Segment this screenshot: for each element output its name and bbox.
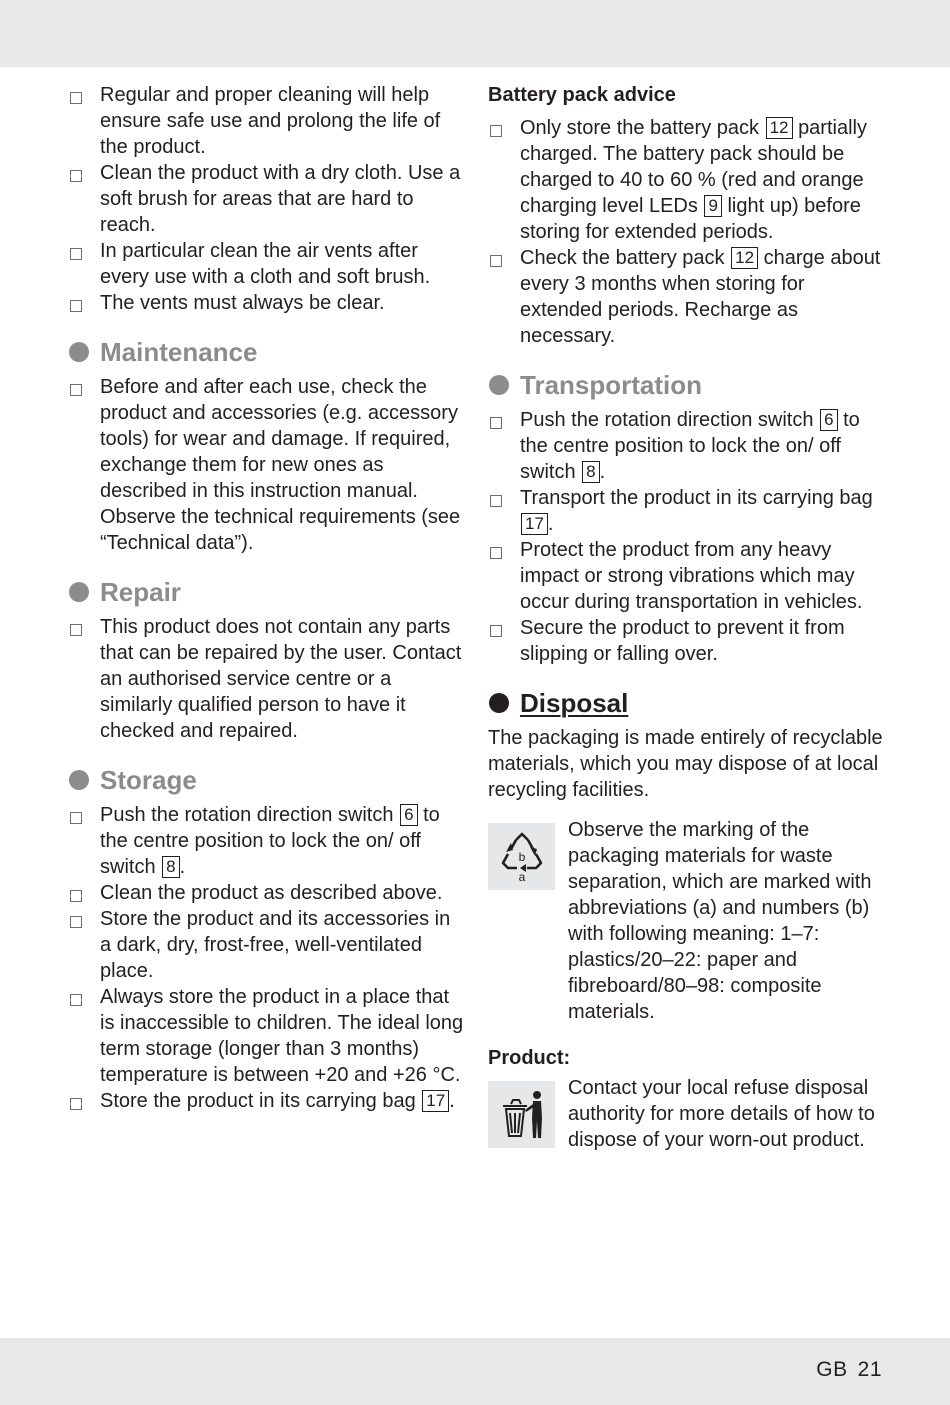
recycling-text: Observe the marking of the packaging materials for waste separation, which are marked with abbreviations (a) and numbers (b) with following meaning: 1–7: plastics/20–22: paper and fibreboard/80–98: composite materials. (568, 819, 872, 1023)
list-item: The vents must always be clear. (68, 290, 466, 316)
list-item: Clean the product as described above. (68, 880, 466, 906)
list-item: Transport the product in its carrying bag 17 . (488, 485, 886, 537)
product-label: Product: (488, 1047, 571, 1069)
recycling-note (488, 817, 886, 1025)
product-disposal-text: Contact your local refuse disposal authority for more details of how to dispose of your worn-out product. (568, 1077, 875, 1151)
cleaning-list (68, 82, 466, 316)
list-item: This product does not contain any parts that can be repaired by the user. Contact an authorised service centre or a similarly qualified person to have it checked and repaired. (68, 614, 466, 744)
page-footer (806, 1358, 882, 1382)
reference-number: 8 (162, 856, 179, 878)
list-item: Check the battery pack 12 charge about every 3 months when storing for extended periods. Recharge as necessary. (488, 245, 886, 349)
maintenance-list (68, 374, 466, 556)
disposal-intro: The packaging is made entirely of recyclable materials, which you may dispose of at local recycling facilities. (488, 727, 883, 801)
list-item: Secure the product to prevent it from slipping or falling over. (488, 615, 886, 667)
battery-list (488, 115, 886, 349)
list-item: Protect the product from any heavy impact or strong vibrations which may occur during transportation in vehicles. (488, 537, 886, 615)
list-item: Regular and proper cleaning will help ensure safe use and prolong the life of the product. (68, 82, 466, 160)
list-item: Always store the product in a place that is inaccessible to children. The ideal long term storage (longer than 3 months) temperature is between +20 and +26 °C. (68, 984, 466, 1088)
list-item: Before and after each use, check the product and accessories (e.g. accessory tools) for wear and damage. If required, exchange them for new ones as described in this instruction manual. Observe the technical requirements (see “Technical data”). (68, 374, 466, 556)
bullet-dot-icon (69, 770, 89, 790)
reference-number: 8 (582, 461, 599, 483)
reference-number: 12 (766, 117, 793, 139)
svg-text:b: b (518, 849, 525, 864)
storage-heading: Storage (68, 764, 466, 796)
list-item: In particular clean the air vents after every use with a cloth and soft brush. (68, 238, 466, 290)
right-column (488, 82, 886, 1153)
list-item: Store the product and its accessories in a dark, dry, frost-free, well-ventilated place. (68, 906, 466, 984)
list-item: Clean the product with a dry cloth. Use a soft brush for areas that are hard to reach. (68, 160, 466, 238)
list-item: Push the rotation direction switch 6 to the centre position to lock the on/ off switch 8 . (488, 407, 886, 485)
reference-number: 17 (422, 1090, 449, 1112)
language-code: GB (816, 1358, 848, 1381)
storage-list (68, 802, 466, 1114)
bullet-dot-icon (69, 342, 89, 362)
bullet-dot-icon (69, 582, 89, 602)
bullet-dot-icon (489, 375, 509, 395)
reference-number: 6 (400, 804, 417, 826)
page-number: 21 (857, 1358, 882, 1381)
bullet-dot-icon (489, 693, 509, 713)
transportation-heading: Transportation (488, 369, 886, 401)
disposal-heading: Disposal (488, 687, 886, 719)
reference-number: 9 (704, 195, 721, 217)
list-item: Only store the battery pack 12 partially charged. The battery pack should be charged to 40 to 60 % (red and orange charging level LEDs 9 light up) before storing for extended periods. (488, 115, 886, 245)
recycling-symbol-icon (488, 823, 555, 890)
header-band (0, 0, 950, 67)
repair-list (68, 614, 466, 744)
reference-number: 12 (731, 247, 758, 269)
reference-number: 6 (820, 409, 837, 431)
transportation-list (488, 407, 886, 667)
maintenance-heading: Maintenance (68, 336, 466, 368)
list-item: Push the rotation direction switch 6 to the centre position to lock the on/ off switch 8 . (68, 802, 466, 880)
left-column (68, 82, 466, 1114)
product-disposal-note (488, 1075, 886, 1153)
reference-number: 17 (521, 513, 548, 535)
crossed-out-wheelie-bin-icon (488, 1081, 555, 1148)
battery-heading: Battery pack advice (488, 84, 676, 106)
svg-text:a: a (518, 869, 525, 882)
list-item: Store the product in its carrying bag 17 . (68, 1088, 466, 1114)
repair-heading: Repair (68, 576, 466, 608)
